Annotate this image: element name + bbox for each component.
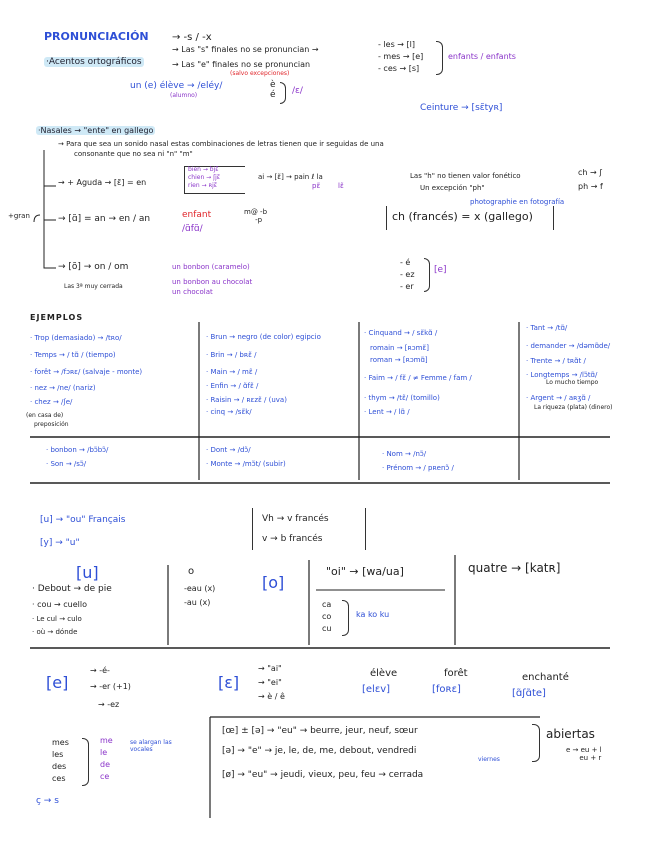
ej-col4-1: · Tant → /tɑ̃/ — [526, 324, 568, 332]
ej-r2c2-1: · Dont → /dɔ̃/ — [206, 446, 251, 454]
me-1: me — [100, 736, 113, 745]
mes-1: mes — [52, 738, 69, 747]
nasales-label: ·Nasales → "ente" en gallego — [38, 126, 154, 135]
oi-word-2: co — [322, 612, 332, 621]
ej-col3-4: · Faim → / fɛ̃ / ≠ Femme / fam / — [364, 374, 472, 382]
ipa-eleve: [elɛv] — [362, 684, 391, 695]
o-ipa: [o] — [262, 573, 285, 592]
chph-1: ch → ʃ — [578, 168, 602, 177]
o-note: Las 3ª muy cerrada — [64, 283, 123, 290]
u-word-2: · cou → cuello — [32, 600, 87, 609]
o-word-2: un bonbon au chocolat — [172, 278, 253, 286]
ej-col3-3: roman → [ʀɔmɑ̃] — [370, 356, 428, 364]
eps-rule-3: → è / ê — [258, 692, 285, 701]
h-exc: Un excepción "ph" — [420, 184, 485, 192]
e-ending-1: - é — [400, 258, 411, 267]
vb-1: Vh → v francés — [262, 514, 329, 524]
ej-col2-1: · Brun → negro (de color) egipcio — [206, 333, 321, 341]
e-brace — [280, 82, 286, 104]
e-rule-2: → -er (+1) — [90, 682, 131, 691]
ej-col3-5: · thym → /tɛ̃/ (tomillo) — [364, 394, 440, 402]
a-word: enfant — [182, 210, 212, 220]
plurals-note: enfants / enfants — [448, 52, 516, 61]
ej-col4-5: Lo mucho tiempo — [546, 379, 599, 386]
e-sound: /ɛ/ — [292, 86, 303, 96]
ej-col1-4: · nez → /ne/ (nariz) — [30, 384, 96, 392]
mes-3: des — [52, 762, 67, 771]
quatre-rule: quatre → [katʀ] — [468, 561, 561, 575]
accents-line3-note: (salvo excepciones) — [230, 70, 290, 77]
u-rule: [u] → "ou" Français — [40, 515, 126, 525]
e-endings-brace — [424, 258, 430, 292]
eps-rule-2: → "ei" — [258, 678, 282, 687]
nasal-i-row: → + Aguda → [ɛ̃] = en — [58, 178, 147, 187]
u-word-1: · Debout → de pie — [32, 584, 112, 594]
ej-r2c3-1: · Nom → /nɔ̃/ — [382, 450, 427, 458]
o2-row: [ø] → "eu" → jeudi, vieux, peu, feu → cerrada — [222, 770, 424, 780]
ej-col2-3: · Main → / mɛ̃ / — [206, 368, 258, 376]
o-word-3: un chocolat — [172, 288, 213, 296]
me-note: se alargan las vocales — [130, 739, 172, 753]
ej-col4-4: · Longtemps → /lɔ̃tɑ̃/ — [526, 371, 598, 379]
eleve-sub: (alumno) — [170, 92, 198, 99]
ej-col4-6: · Argent → / aʀʒɑ̃ / — [526, 394, 591, 402]
o-spelling-1: -eau (x) — [184, 584, 216, 593]
i-word-3: rien → ʀjɛ̃ — [188, 182, 218, 189]
plural-1: - les → [l] — [378, 40, 415, 49]
me-4: ce — [100, 772, 110, 781]
accents-label: ·Acentos ortográficos — [46, 57, 142, 67]
page-title: PRONUNCIACIÓN — [44, 30, 149, 43]
oi-word-3: cu — [322, 624, 332, 633]
a-extra: m@ -b -p — [244, 208, 268, 225]
y-rule: [y] → "u" — [40, 538, 80, 548]
word-enchante: enchanté — [522, 672, 569, 683]
photo-note: photographie en fotografía — [470, 198, 565, 206]
ej-col2-2: · Brin → / bʀɛ̃ / — [206, 351, 257, 359]
i-word-1: bien → bjɛ̃ — [188, 166, 219, 173]
a-word-ipa: /ɑ̃fɑ̃/ — [182, 224, 203, 234]
ej-col1-6: (en casa de) — [26, 412, 64, 419]
chph-2: ph → f — [578, 182, 603, 191]
oe-row: [œ] ± [ə] → "eu" → beurre, jeur, neuf, sœur — [222, 726, 418, 736]
ej-col3-1: · Cinquand → / sɛ̃kɑ̃ / — [364, 329, 438, 337]
ej-col1-7: preposición — [34, 421, 69, 428]
oi-brace — [342, 600, 349, 636]
mes-4: ces — [52, 774, 66, 783]
me-3: de — [100, 760, 110, 769]
e-ending-3: - er — [400, 282, 414, 291]
i-word-2: chien → ʃjɛ̃ — [188, 174, 221, 181]
o-spelling-2: -au (x) — [184, 598, 211, 607]
nasal-o-row: → [õ] → on / om — [58, 262, 129, 272]
nasales-desc2: consonante que no sea ni "n" "m" — [74, 150, 193, 158]
u-head: [u] — [76, 563, 99, 582]
accents-line1: → -s / -x — [172, 32, 212, 43]
oi-word-1: ca — [322, 600, 332, 609]
ej-r2c1-2: · Son → /sɔ̃/ — [46, 460, 87, 468]
ej-col3-2: romain → [ʀɔmɛ̃] — [370, 344, 429, 352]
eps-ipa: [ɛ] — [218, 673, 240, 692]
nasales-desc1: → Para que sea un sonido nasal estas combinaciones de letras tienen que ir seguidas de una — [58, 140, 384, 148]
u-word-4: · où → dónde — [32, 628, 78, 636]
eleve-rule: un (e) élève → /eléy/ — [130, 81, 223, 91]
ej-col1-2: · Temps → / tɑ̃ / (tiempo) — [30, 351, 116, 359]
vb-2: v → b francés — [262, 534, 323, 544]
o-word-1: un bonbon (caramelo) — [172, 263, 250, 271]
ej-col2-4: · Enfin → / ɑ̃fɛ̃ / — [206, 382, 259, 390]
plural-3: - ces → [s] — [378, 64, 420, 73]
ipa-foret: [foʀɛ] — [432, 684, 461, 695]
e-rule-3: → -ez — [98, 700, 120, 709]
accents-line2: → Las "s" finales no se pronuncian → — [172, 45, 319, 54]
mes-brace — [82, 738, 89, 786]
ej-col1-3: · forêt → /fɔʀɛ/ (salvaje - monte) — [30, 368, 143, 376]
e-ending-2: - ez — [400, 270, 415, 279]
schwa-row: [ə] → "e" → je, le, de, me, debout, vendredi — [222, 746, 417, 756]
eps-rule-1: → "ai" — [258, 664, 282, 673]
e-rule-1: → -é- — [90, 666, 110, 675]
e-ipa: [e] — [46, 673, 69, 692]
ej-col1-5: · chez → /ʃe/ — [30, 398, 73, 406]
me-2: le — [100, 748, 108, 757]
ej-r2c1-1: · bonbon → /bɔ̃bɔ̃/ — [46, 446, 109, 454]
c-rule: ç → s — [36, 796, 59, 806]
plural-2: - mes → [e] — [378, 52, 424, 61]
ej-col1-1: · Trop (demasiado) → /tʀo/ — [30, 334, 122, 342]
ej-col4-7: La riqueza (plata) (dinero) — [534, 404, 613, 411]
word-foret: forêt — [444, 668, 468, 679]
mes-2: les — [52, 750, 64, 759]
abiertas-brace — [532, 724, 540, 762]
ejemplos-heading: EJEMPLOS — [30, 313, 84, 322]
i-extra: ai → [ɛ̃] → pain ℓ la — [258, 173, 323, 181]
oi-rule: "oi" → [wa/ua] — [326, 565, 404, 578]
ej-col4-3: · Trente → / tʀɑ̃t / — [526, 357, 586, 365]
u-word-3: · Le cul → culo — [32, 615, 82, 623]
ipa-enchante: [ɑ̃ʃɑ̃te] — [512, 688, 546, 699]
abiertas-label: abiertas — [546, 727, 595, 741]
accents-line3: → Las "e" finales no se pronuncian — [172, 60, 311, 69]
nasal-a-row: → [ɑ̃] = an → en / an — [58, 214, 151, 224]
ej-col2-5: · Raisin → / ʀɛzɛ̃ / (uva) — [206, 396, 287, 404]
h-note: Las "h" no tienen valor fonético — [410, 172, 521, 180]
ej-r2c3-2: · Prénom → / pʀenɔ̃ / — [382, 464, 454, 472]
ch-box: ch (francés) = x (gallego) — [392, 210, 533, 223]
plurals-brace — [436, 41, 443, 75]
e-accents: è é — [270, 80, 276, 101]
ej-r2c2-2: · Monte → /mɔ̃t/ (subir) — [206, 460, 286, 468]
ej-col3-6: · Lent → / lɑ̃ / — [364, 408, 410, 416]
ej-col4-2: · demander → /dəmɑ̃de/ — [526, 342, 611, 350]
e-endings-ipa: [e] — [434, 265, 447, 275]
schwa-note: viernes — [478, 756, 500, 763]
ej-col2-6: · cinq → /sɛ̃k/ — [206, 408, 252, 416]
eu-note: e → eu + l eu + r — [566, 746, 602, 763]
o-sym: o — [188, 566, 195, 577]
word-eleve: élève — [370, 668, 398, 679]
i-extra-sub: pɛ̃ lɛ̃ — [312, 182, 344, 190]
oi-ka: ka ko ku — [356, 610, 390, 619]
ceinture: Ceinture → [sɛ̃tyʀ] — [420, 103, 503, 113]
gran-label: +gran — [8, 212, 30, 220]
